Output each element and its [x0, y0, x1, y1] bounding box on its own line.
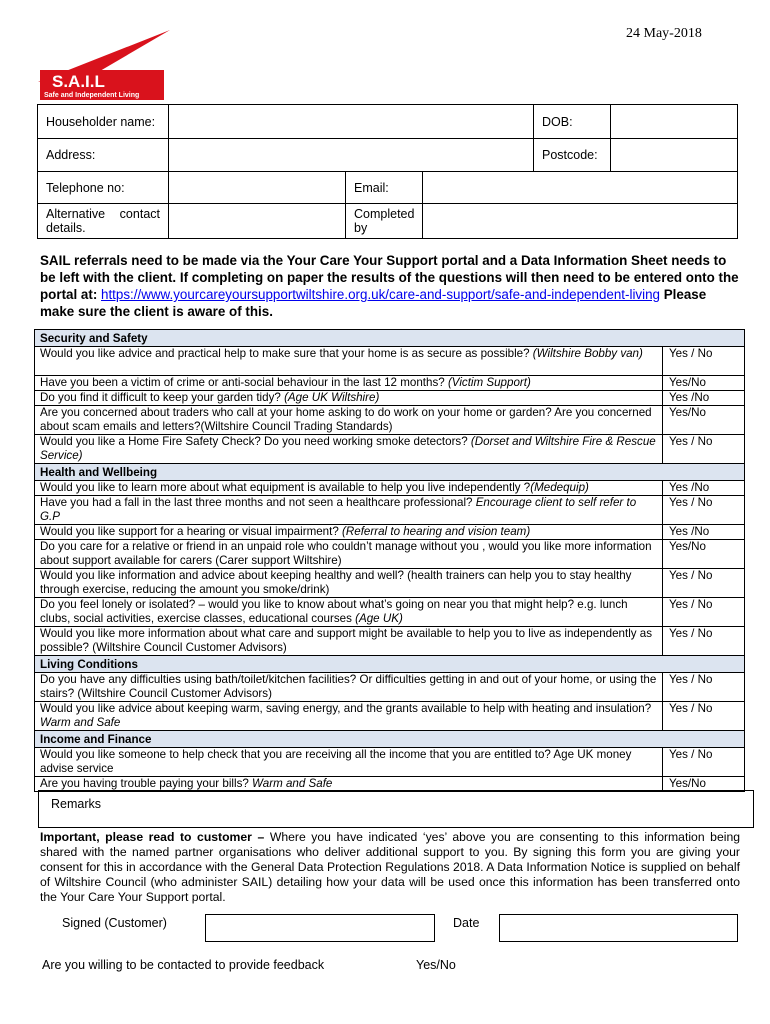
- sail-logo: [38, 30, 170, 102]
- householder-label: Householder name:: [38, 105, 169, 139]
- logo-tagline: Safe and Independent Living: [44, 92, 140, 99]
- date-field[interactable]: [499, 914, 738, 942]
- consent-body: Where you have indicated ‘yes’ above you are consenting to this information being shared with the named partner organisations who deliver additional support to you. By signing this form you are giving your consent for this in accordance with the General Data Protection Regulations 2018. A Data Information Notice is supplied on behalf of Wiltshire Council (who administer SAIL) detailing how your data will be used once this information has been transferred onto the Your Care Your Support portal.: [40, 830, 741, 904]
- answer-yes-no[interactable]: Yes / No: [663, 748, 745, 777]
- consent-statement: [40, 830, 740, 905]
- question: Are you having trouble paying your bills? Warm and Safe: [35, 777, 663, 792]
- question: Would you like to learn more about what equipment is available to help you live independently ?(Medequip): [35, 481, 663, 496]
- answer-yes-no[interactable]: Yes / No: [663, 598, 745, 627]
- section-title: Health and Wellbeing: [35, 464, 745, 481]
- section-title: Income and Finance: [35, 731, 745, 748]
- dob-label: DOB:: [534, 105, 611, 139]
- signed-label: Signed (Customer): [62, 916, 167, 930]
- question: Have you had a fall in the last three months and not seen a healthcare professional? Encourage client to self refer to G.P: [35, 496, 663, 525]
- completed-by-field[interactable]: [423, 204, 738, 239]
- portal-link[interactable]: https://www.yourcareyoursupportwiltshire.org.uk/care-and-support/safe-and-independent-living: [101, 287, 660, 302]
- alt-contact-field[interactable]: [169, 204, 346, 239]
- alt-contact-label: Alternative contact details.: [38, 204, 169, 239]
- answer-yes-no[interactable]: Yes/No: [663, 540, 745, 569]
- answer-yes-no[interactable]: Yes /No: [663, 391, 745, 406]
- answer-yes-no[interactable]: Yes / No: [663, 347, 745, 376]
- question: Would you like someone to help check that you are receiving all the income that you are entitled to? Age UK money advise service: [35, 748, 663, 777]
- question: Would you like information and advice about keeping healthy and well? (health trainers can help you to stay healthy through exercise, reducing the amount you smoke/drink): [35, 569, 663, 598]
- section-title: Security and Safety: [35, 330, 745, 347]
- answer-yes-no[interactable]: Yes/No: [663, 777, 745, 792]
- notice-text: SAIL referrals need to be made via the Your Care Your Support portal and a Data Information Sheet needs to be left with the client. If completing on paper the results of the questions will then need to be entered onto the portal at:: [40, 253, 739, 302]
- question: Would you like advice about keeping warm, saving energy, and the grants available to help with heating and insulation? Warm and Safe: [35, 702, 663, 731]
- contact-details-table: [37, 104, 738, 239]
- section-title: Living Conditions: [35, 656, 745, 673]
- address-field[interactable]: [169, 139, 534, 172]
- answer-yes-no[interactable]: Yes / No: [663, 569, 745, 598]
- postcode-field[interactable]: [611, 139, 738, 172]
- answer-yes-no[interactable]: Yes / No: [663, 435, 745, 464]
- answer-yes-no[interactable]: Yes /No: [663, 525, 745, 540]
- telephone-label: Telephone no:: [38, 172, 169, 204]
- question: Would you like advice and practical help to make sure that your home is as secure as possible? (Wiltshire Bobby van): [35, 347, 663, 376]
- remarks-label: Remarks: [51, 797, 102, 811]
- question: Do you feel lonely or isolated? – would you like to know about what’s going on near you that might help? e.g. lunch clubs, social activities, exercise classes, educational courses (Age UK): [35, 598, 663, 627]
- email-field[interactable]: [423, 172, 738, 204]
- feedback-answer[interactable]: Yes/No: [416, 958, 456, 972]
- remarks-box[interactable]: [38, 790, 754, 828]
- date-label: Date: [453, 916, 480, 930]
- question: Would you like a Home Fire Safety Check? Do you need working smoke detectors? (Dorset and Wiltshire Fire & Rescue Service): [35, 435, 663, 464]
- answer-yes-no[interactable]: Yes / No: [663, 627, 745, 656]
- referral-notice: [40, 252, 740, 320]
- email-label: Email:: [346, 172, 423, 204]
- consent-lead: Important, please read to customer –: [40, 830, 265, 844]
- questions-table: [34, 329, 745, 792]
- answer-yes-no[interactable]: Yes / No: [663, 496, 745, 525]
- question: Have you been a victim of crime or anti-social behaviour in the last 12 months? (Victim Support): [35, 376, 663, 391]
- dob-field[interactable]: [611, 105, 738, 139]
- question: Would you like more information about what care and support might be available to help you to live as independently as possible? (Wiltshire Council Customer Advisors): [35, 627, 663, 656]
- question: Do you find it difficult to keep your garden tidy? (Age UK Wiltshire): [35, 391, 663, 406]
- question: Would you like support for a hearing or visual impairment? (Referral to hearing and vision team): [35, 525, 663, 540]
- notice-tail: Please make sure the client is aware of this.: [40, 287, 707, 319]
- address-label: Address:: [38, 139, 169, 172]
- logo-title: S.A.I.L: [52, 72, 105, 91]
- signature-field[interactable]: [205, 914, 435, 942]
- answer-yes-no[interactable]: Yes/No: [663, 406, 745, 435]
- completed-by-label: Completed by: [346, 204, 423, 239]
- postcode-label: Postcode:: [534, 139, 611, 172]
- answer-yes-no[interactable]: Yes/No: [663, 376, 745, 391]
- householder-field[interactable]: [169, 105, 534, 139]
- question: Do you care for a relative or friend in an unpaid role who couldn’t manage without you , would you like more information about support available for carers (Carer support Wiltshire): [35, 540, 663, 569]
- form-date: 24 May-2018: [626, 26, 702, 41]
- question: Do you have any difficulties using bath/toilet/kitchen facilities? Or difficulties getting in and out of your home, or using the stairs? (Wiltshire Council Customer Advisors): [35, 673, 663, 702]
- answer-yes-no[interactable]: Yes /No: [663, 481, 745, 496]
- question: Are you concerned about traders who call at your home asking to do work on your home or garden? Are you concerned about scam emails and letters?(Wiltshire Council Trading Standards): [35, 406, 663, 435]
- telephone-field[interactable]: [169, 172, 346, 204]
- answer-yes-no[interactable]: Yes / No: [663, 702, 745, 731]
- answer-yes-no[interactable]: Yes / No: [663, 673, 745, 702]
- feedback-question: Are you willing to be contacted to provide feedback: [42, 958, 325, 972]
